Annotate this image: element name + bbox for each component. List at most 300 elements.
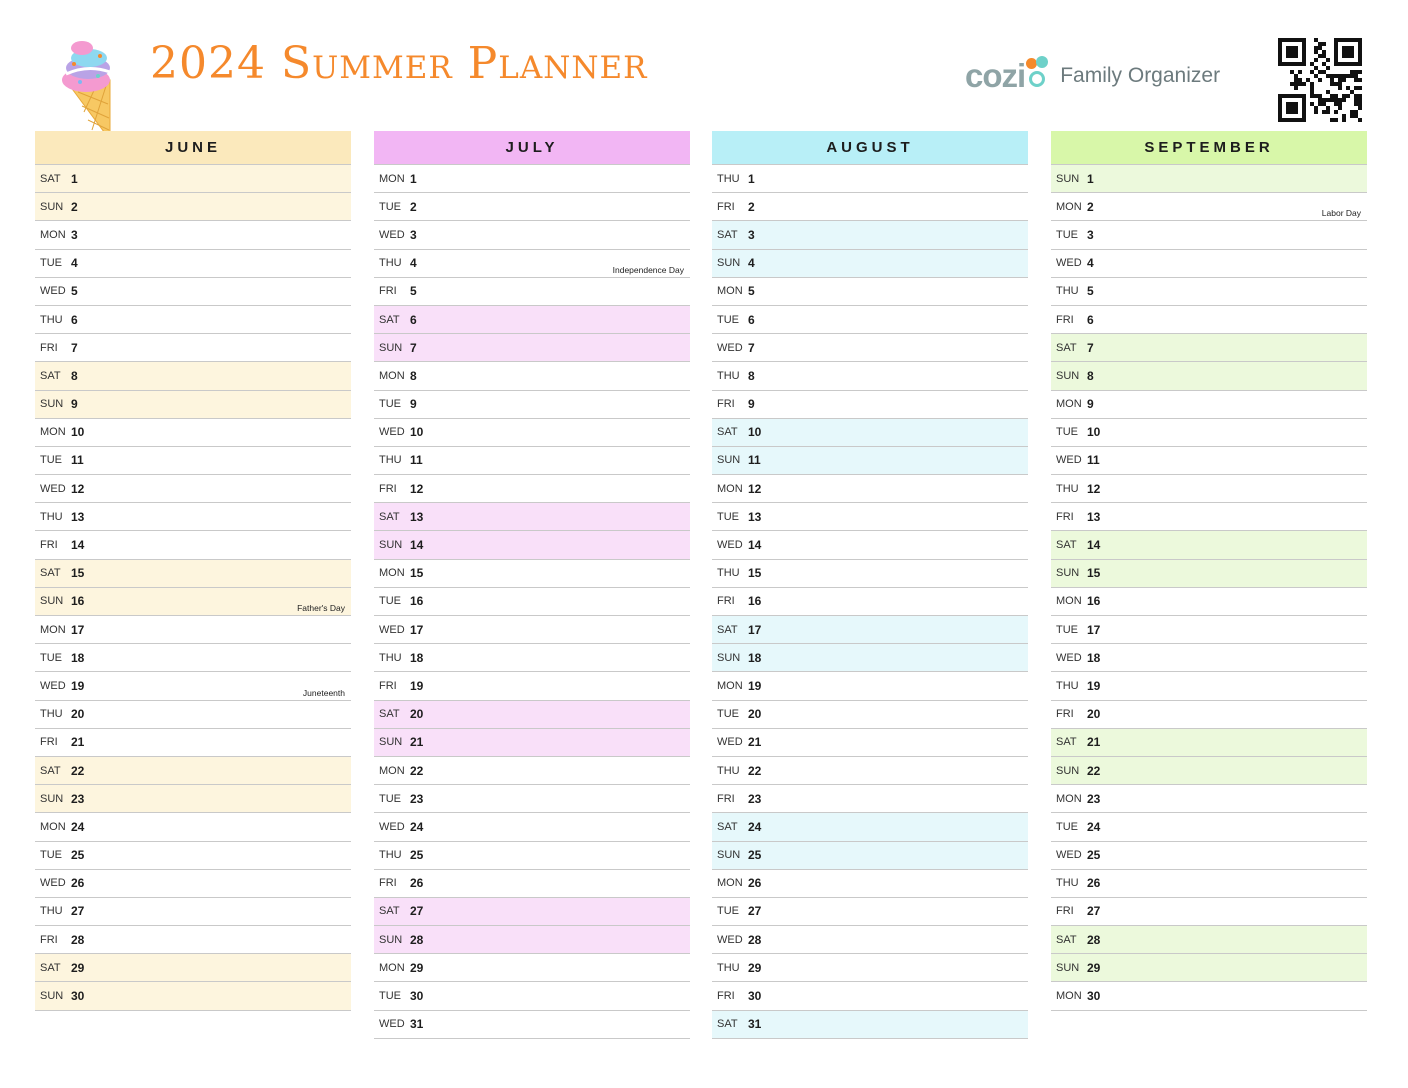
day-row[interactable]: [35, 898, 351, 926]
day-number: 27: [748, 904, 762, 919]
day-number: 21: [748, 735, 762, 750]
day-row[interactable]: [35, 729, 351, 757]
day-number: 5: [410, 284, 417, 299]
day-row[interactable]: [374, 701, 690, 729]
day-number: 15: [748, 566, 762, 581]
day-of-week: SAT: [40, 567, 61, 580]
day-number: 15: [410, 566, 424, 581]
day-row[interactable]: [712, 644, 1028, 672]
day-of-week: MON: [717, 877, 743, 890]
day-row[interactable]: [35, 362, 351, 390]
day-row[interactable]: [1051, 982, 1367, 1010]
day-of-week: SUN: [40, 990, 64, 1003]
day-of-week: FRI: [1056, 313, 1074, 326]
day-row[interactable]: [1051, 870, 1367, 898]
month-column-september: [1051, 131, 1367, 1011]
day-row[interactable]: [374, 785, 690, 813]
day-of-week: FRI: [40, 736, 58, 749]
day-row[interactable]: [1051, 391, 1367, 419]
day-number: 7: [1087, 340, 1094, 355]
day-number: 6: [410, 312, 417, 327]
day-row[interactable]: [1051, 531, 1367, 559]
day-number: 17: [71, 622, 85, 637]
day-row[interactable]: [35, 306, 351, 334]
day-row[interactable]: [35, 447, 351, 475]
day-row[interactable]: [712, 221, 1028, 249]
day-number: 5: [71, 284, 78, 299]
day-number: 17: [410, 622, 424, 637]
cozi-brand: [965, 56, 1220, 96]
day-number: 20: [71, 707, 85, 722]
day-number: 19: [71, 678, 85, 693]
day-of-week: TUE: [40, 849, 62, 862]
day-number: 25: [1087, 848, 1101, 863]
day-of-week: WED: [1056, 257, 1082, 270]
day-row[interactable]: [1051, 757, 1367, 785]
day-number: 28: [71, 932, 85, 947]
day-row[interactable]: [1051, 729, 1367, 757]
day-number: 4: [748, 256, 755, 271]
day-row[interactable]: [374, 531, 690, 559]
day-of-week: THU: [379, 849, 402, 862]
day-of-week: FRI: [717, 792, 735, 805]
day-row[interactable]: [1051, 672, 1367, 700]
day-number: 3: [748, 227, 755, 242]
day-row[interactable]: [712, 447, 1028, 475]
day-row[interactable]: [35, 842, 351, 870]
day-row[interactable]: [712, 306, 1028, 334]
day-number: 21: [410, 735, 424, 750]
day-row[interactable]: [374, 221, 690, 249]
day-number: 18: [71, 650, 85, 665]
day-row[interactable]: [712, 813, 1028, 841]
day-row[interactable]: [35, 560, 351, 588]
day-of-week: WED: [40, 679, 66, 692]
day-row[interactable]: [35, 785, 351, 813]
day-number: 2: [1087, 199, 1094, 214]
day-number: 5: [1087, 284, 1094, 299]
day-number: 24: [1087, 819, 1101, 834]
day-of-week: TUE: [379, 398, 401, 411]
day-number: 6: [1087, 312, 1094, 327]
day-row[interactable]: [374, 644, 690, 672]
day-of-week: FRI: [1056, 708, 1074, 721]
day-row[interactable]: [374, 842, 690, 870]
day-number: 19: [1087, 678, 1101, 693]
day-row[interactable]: [35, 982, 351, 1010]
day-row[interactable]: [712, 475, 1028, 503]
day-row[interactable]: [35, 165, 351, 193]
day-of-week: MON: [379, 369, 405, 382]
day-of-week: MON: [40, 820, 66, 833]
day-of-week: FRI: [40, 341, 58, 354]
day-row[interactable]: [374, 193, 690, 221]
month-header-july: JULY: [374, 131, 690, 165]
day-row[interactable]: [374, 503, 690, 531]
day-of-week: MON: [717, 285, 743, 298]
day-row[interactable]: [35, 588, 351, 616]
day-row[interactable]: [1051, 334, 1367, 362]
day-row[interactable]: [712, 785, 1028, 813]
day-of-week: FRI: [379, 877, 397, 890]
day-row[interactable]: [35, 250, 351, 278]
day-number: 19: [410, 678, 424, 693]
month-header-june: JUNE: [35, 131, 351, 165]
day-row[interactable]: [1051, 588, 1367, 616]
day-row[interactable]: [712, 391, 1028, 419]
day-of-week: WED: [717, 341, 743, 354]
day-number: 13: [410, 509, 424, 524]
day-row[interactable]: [374, 588, 690, 616]
day-number: 8: [71, 368, 78, 383]
day-of-week: THU: [40, 905, 63, 918]
day-row[interactable]: [1051, 165, 1367, 193]
day-row[interactable]: [1051, 560, 1367, 588]
day-row[interactable]: [374, 982, 690, 1010]
day-of-week: SAT: [717, 623, 738, 636]
day-number: 13: [71, 509, 85, 524]
day-number: 20: [410, 707, 424, 722]
day-row[interactable]: [374, 729, 690, 757]
day-number: 14: [410, 538, 424, 553]
day-number: 15: [71, 566, 85, 581]
day-row[interactable]: [374, 419, 690, 447]
day-of-week: SUN: [379, 736, 403, 749]
day-number: 1: [410, 171, 417, 186]
day-of-week: THU: [1056, 285, 1079, 298]
day-row[interactable]: [35, 870, 351, 898]
day-of-week: SUN: [717, 849, 741, 862]
day-number: 12: [71, 481, 85, 496]
day-row[interactable]: [374, 898, 690, 926]
day-of-week: FRI: [717, 200, 735, 213]
day-number: 1: [748, 171, 755, 186]
day-number: 26: [410, 876, 424, 891]
day-row[interactable]: [35, 757, 351, 785]
day-of-week: WED: [379, 426, 405, 439]
day-row[interactable]: [374, 616, 690, 644]
day-row[interactable]: [1051, 306, 1367, 334]
day-number: 21: [1087, 735, 1101, 750]
day-row[interactable]: [374, 672, 690, 700]
month-header-august: AUGUST: [712, 131, 1028, 165]
day-number: 28: [410, 932, 424, 947]
day-of-week: WED: [379, 623, 405, 636]
day-row[interactable]: [374, 250, 690, 278]
day-of-week: TUE: [717, 708, 739, 721]
day-of-week: TUE: [379, 792, 401, 805]
day-row[interactable]: [374, 757, 690, 785]
day-row[interactable]: [712, 842, 1028, 870]
day-number: 11: [748, 453, 761, 468]
day-row[interactable]: [35, 616, 351, 644]
day-of-week: WED: [379, 1018, 405, 1031]
day-row[interactable]: [35, 278, 351, 306]
day-number: 20: [748, 707, 762, 722]
day-of-week: FRI: [379, 679, 397, 692]
day-number: 22: [410, 763, 424, 778]
day-number: 7: [71, 340, 78, 355]
day-row[interactable]: [712, 898, 1028, 926]
day-row[interactable]: [35, 644, 351, 672]
cozi-logo-icon: [1026, 56, 1048, 96]
day-row[interactable]: [374, 447, 690, 475]
day-row[interactable]: [35, 503, 351, 531]
day-row[interactable]: [712, 362, 1028, 390]
day-of-week: MON: [379, 567, 405, 580]
day-row[interactable]: [712, 870, 1028, 898]
day-row[interactable]: [1051, 616, 1367, 644]
day-row[interactable]: [1051, 278, 1367, 306]
day-row[interactable]: [35, 926, 351, 954]
day-row[interactable]: [374, 560, 690, 588]
day-number: 6: [71, 312, 78, 327]
day-of-week: MON: [1056, 595, 1082, 608]
day-number: 3: [71, 227, 78, 242]
day-number: 16: [748, 594, 762, 609]
day-of-week: TUE: [717, 313, 739, 326]
day-row[interactable]: [712, 560, 1028, 588]
day-of-week: WED: [40, 877, 66, 890]
day-row[interactable]: [35, 954, 351, 982]
day-of-week: THU: [1056, 877, 1079, 890]
day-of-week: MON: [1056, 990, 1082, 1003]
day-row[interactable]: [712, 701, 1028, 729]
day-row[interactable]: [712, 278, 1028, 306]
cozi-logo-text: cozi: [965, 57, 1026, 94]
day-number: 15: [1087, 566, 1101, 581]
day-number: 10: [410, 425, 424, 440]
brand-tagline: Family Organizer: [1060, 64, 1221, 87]
day-number: 30: [1087, 989, 1101, 1004]
day-of-week: THU: [40, 708, 63, 721]
day-of-week: WED: [40, 285, 66, 298]
day-number: 1: [71, 171, 78, 186]
day-row[interactable]: [712, 531, 1028, 559]
day-of-week: FRI: [717, 595, 735, 608]
day-row[interactable]: [712, 419, 1028, 447]
month-column-august: [712, 131, 1028, 1039]
day-row[interactable]: [1051, 250, 1367, 278]
day-row[interactable]: [374, 334, 690, 362]
day-row[interactable]: [35, 701, 351, 729]
day-row[interactable]: [35, 813, 351, 841]
day-number: 27: [410, 904, 424, 919]
day-row[interactable]: [1051, 475, 1367, 503]
day-number: 31: [748, 1017, 762, 1032]
day-row[interactable]: [374, 954, 690, 982]
day-number: 11: [71, 453, 84, 468]
day-of-week: SUN: [379, 539, 403, 552]
day-of-week: THU: [1056, 482, 1079, 495]
day-row[interactable]: [712, 729, 1028, 757]
day-of-week: MON: [379, 961, 405, 974]
day-number: 30: [748, 989, 762, 1004]
day-of-week: WED: [717, 539, 743, 552]
holiday-label: Independence Day: [612, 264, 684, 275]
day-row[interactable]: [1051, 898, 1367, 926]
day-of-week: MON: [717, 679, 743, 692]
day-row[interactable]: [1051, 785, 1367, 813]
day-row[interactable]: [374, 926, 690, 954]
day-of-week: SAT: [40, 961, 61, 974]
day-number: 26: [1087, 876, 1101, 891]
day-row[interactable]: [35, 531, 351, 559]
day-row[interactable]: [1051, 503, 1367, 531]
day-row[interactable]: [712, 954, 1028, 982]
day-number: 11: [410, 453, 423, 468]
day-of-week: SAT: [717, 228, 738, 241]
day-row[interactable]: [712, 982, 1028, 1010]
day-row[interactable]: [374, 813, 690, 841]
day-row[interactable]: [1051, 193, 1367, 221]
day-of-week: SUN: [40, 200, 64, 213]
day-of-week: THU: [40, 313, 63, 326]
day-number: 14: [1087, 538, 1101, 553]
day-row[interactable]: [374, 306, 690, 334]
day-number: 25: [71, 848, 85, 863]
day-of-week: FRI: [717, 990, 735, 1003]
day-number: 1: [1087, 171, 1094, 186]
day-row[interactable]: [1051, 362, 1367, 390]
day-number: 2: [748, 199, 755, 214]
day-row[interactable]: [712, 503, 1028, 531]
day-row[interactable]: [35, 419, 351, 447]
day-number: 25: [410, 848, 424, 863]
day-row[interactable]: [35, 334, 351, 362]
day-number: 24: [410, 819, 424, 834]
day-row[interactable]: [35, 391, 351, 419]
day-number: 13: [1087, 509, 1101, 524]
day-row[interactable]: [374, 278, 690, 306]
day-of-week: MON: [40, 426, 66, 439]
day-number: 2: [410, 199, 417, 214]
day-of-week: SAT: [1056, 341, 1077, 354]
day-of-week: WED: [1056, 651, 1082, 664]
day-row[interactable]: [712, 1011, 1028, 1039]
day-number: 7: [410, 340, 417, 355]
day-row[interactable]: [374, 475, 690, 503]
day-number: 16: [1087, 594, 1101, 609]
day-of-week: SUN: [40, 792, 64, 805]
day-row[interactable]: [712, 926, 1028, 954]
day-row[interactable]: [1051, 813, 1367, 841]
day-of-week: MON: [1056, 200, 1082, 213]
month-header-september: SEPTEMBER: [1051, 131, 1367, 165]
day-of-week: TUE: [379, 200, 401, 213]
day-number: 9: [748, 397, 755, 412]
day-of-week: MON: [40, 228, 66, 241]
day-row[interactable]: [35, 193, 351, 221]
day-row[interactable]: [1051, 842, 1367, 870]
day-row[interactable]: [712, 334, 1028, 362]
day-row[interactable]: [35, 221, 351, 249]
day-of-week: FRI: [40, 933, 58, 946]
page-title: 2024 Summer Planner: [150, 38, 648, 89]
day-of-week: SUN: [379, 933, 403, 946]
day-of-week: THU: [717, 764, 740, 777]
day-of-week: WED: [379, 820, 405, 833]
day-of-week: THU: [1056, 679, 1079, 692]
day-row[interactable]: [1051, 221, 1367, 249]
day-of-week: SAT: [379, 708, 400, 721]
day-of-week: TUE: [1056, 426, 1078, 439]
day-of-week: MON: [717, 482, 743, 495]
day-of-week: TUE: [40, 651, 62, 664]
day-row[interactable]: [712, 757, 1028, 785]
day-number: 9: [71, 397, 78, 412]
day-of-week: SAT: [379, 905, 400, 918]
day-number: 28: [1087, 932, 1101, 947]
day-of-week: THU: [717, 567, 740, 580]
day-number: 29: [748, 960, 762, 975]
day-row[interactable]: [1051, 926, 1367, 954]
day-row[interactable]: [712, 588, 1028, 616]
day-of-week: FRI: [1056, 510, 1074, 523]
holiday-label: Labor Day: [1321, 208, 1361, 219]
day-row[interactable]: [1051, 644, 1367, 672]
day-number: 8: [748, 368, 755, 383]
day-row[interactable]: [712, 616, 1028, 644]
day-number: 12: [1087, 481, 1101, 496]
day-number: 30: [410, 989, 424, 1004]
day-row[interactable]: [1051, 954, 1367, 982]
day-number: 6: [748, 312, 755, 327]
day-of-week: TUE: [717, 510, 739, 523]
day-row[interactable]: [35, 475, 351, 503]
day-row[interactable]: [712, 165, 1028, 193]
day-number: 9: [410, 397, 417, 412]
day-number: 24: [748, 819, 762, 834]
day-of-week: WED: [1056, 849, 1082, 862]
day-row[interactable]: [1051, 701, 1367, 729]
day-of-week: TUE: [1056, 820, 1078, 833]
day-number: 14: [71, 538, 85, 553]
day-number: 20: [1087, 707, 1101, 722]
day-row[interactable]: [1051, 419, 1367, 447]
day-number: 23: [748, 791, 762, 806]
day-row[interactable]: [374, 391, 690, 419]
day-of-week: THU: [717, 172, 740, 185]
day-row[interactable]: [35, 672, 351, 700]
day-row[interactable]: [712, 672, 1028, 700]
day-of-week: WED: [1056, 454, 1082, 467]
day-of-week: MON: [379, 172, 405, 185]
day-row[interactable]: [712, 250, 1028, 278]
day-row[interactable]: [374, 870, 690, 898]
day-row[interactable]: [712, 193, 1028, 221]
day-of-week: SAT: [717, 820, 738, 833]
day-of-week: SAT: [717, 426, 738, 439]
day-number: 4: [71, 256, 78, 271]
day-of-week: WED: [717, 933, 743, 946]
day-row[interactable]: [374, 165, 690, 193]
qr-code-icon: [1278, 38, 1362, 122]
day-number: 4: [1087, 256, 1094, 271]
day-row[interactable]: [374, 1011, 690, 1039]
day-of-week: TUE: [40, 257, 62, 270]
day-number: 5: [748, 284, 755, 299]
day-number: 28: [748, 932, 762, 947]
day-number: 22: [71, 763, 85, 778]
day-number: 13: [748, 509, 762, 524]
day-row[interactable]: [1051, 447, 1367, 475]
day-of-week: WED: [40, 482, 66, 495]
day-of-week: SAT: [40, 369, 61, 382]
day-row[interactable]: [374, 362, 690, 390]
day-of-week: SAT: [40, 764, 61, 777]
day-number: 10: [748, 425, 762, 440]
